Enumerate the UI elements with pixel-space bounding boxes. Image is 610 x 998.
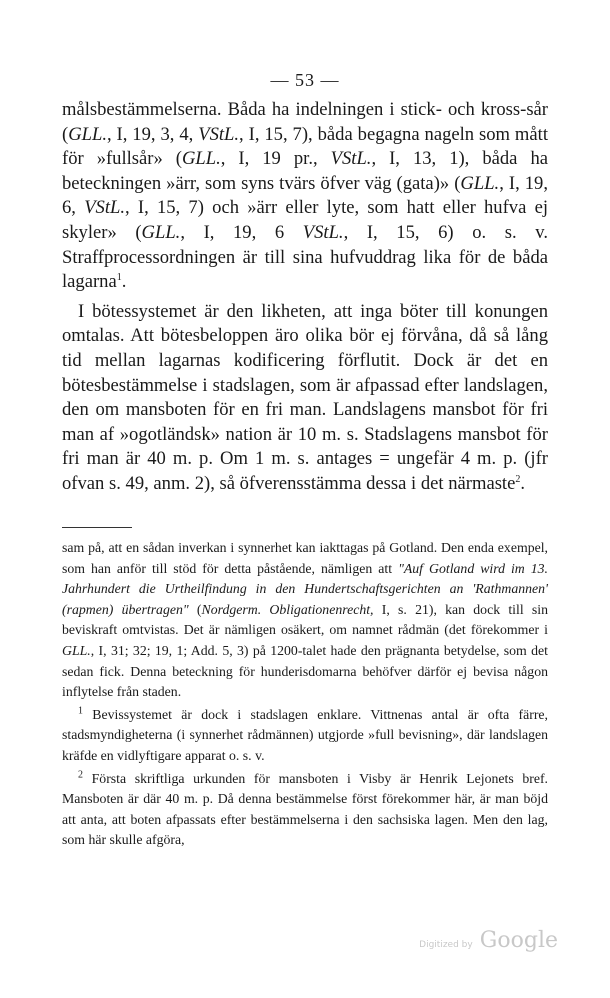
paragraph-fine-system [62, 300, 548, 497]
text-run: , I, 19, 3, 4, [106, 123, 199, 145]
italic-citation: VStL. [330, 148, 372, 170]
main-text [62, 98, 548, 497]
italic-citation: VStL. [198, 123, 240, 145]
italic-citation: GLL. [181, 148, 221, 170]
text-run: , I, 15, 7), båda begagna nageln som mått för »fullsår» ( [62, 123, 548, 170]
italic-citation: GLL. [68, 123, 107, 145]
text-run: , I, 19 pr., [220, 148, 331, 170]
footnotes [62, 538, 548, 851]
italic-citation: GLL. [460, 172, 500, 194]
text-run: , I, 13, 1), båda ha beteckningen »ärr, som syns tvärs öfver väg (gata)» ( [62, 148, 548, 194]
text-run: I, s. 21), kan dock till sin beviskraft omtvistas. Det är nämligen osäkert, om namnet rådmän (det förekommer i [62, 601, 548, 638]
footnote-separator [62, 527, 132, 528]
text-run: . [520, 472, 526, 494]
footnote-reference: 2 [78, 768, 83, 780]
text-run: , I, 19, 6 [180, 221, 303, 243]
digitized-by-google-watermark [419, 928, 558, 953]
footnote-1 [62, 705, 548, 767]
text-run: . [121, 271, 127, 293]
italic-citation: GLL. [62, 642, 91, 658]
text-run: , I, 31; 32; 19, 1; Add. 5, 3) på 1200-talet hade den prägnanta betydelse, som det sedan fick. Denna beteckning för hunderisdomarna behöfver därför ej bevisa någon inflytelse från staden. [62, 642, 548, 700]
footnote-reference: 1 [78, 705, 83, 717]
page-number: — 53 — [270, 70, 340, 90]
text-run: I bötessystemet är den likheten, att inga böter till konungen omtalas. Att bötesbeloppen äro olika bör ej förvåna, då så lång tid mellan lagarnas kodificering förflutit. Dock är det en bötesbestämmelse i stadslagen, som är afpassad efter landslagen, den om mansboten för en fri man. Landslagens mansbot för fri man af »ogotländsk» nation är 10 m. s. Stadslagens mansbot för fri man är 40 m. p. Om 1 m. s. antages = ungefär 4 m. p. (jfr ofvan s. 49, anm. 2), så öfverensstämma dessa i det närmaste [62, 300, 548, 494]
paragraph-law-comparison [62, 98, 548, 295]
italic-citation: VStL. [302, 221, 344, 243]
watermark-digitized-text: Digitized by [419, 940, 473, 950]
text-run: ( [188, 601, 202, 617]
italic-citation: Nordgerm. Obligationenrecht, [201, 601, 374, 617]
text-run: , I, 15, 7) och »ärr eller lyte, som hatt eller hufva ej skyler» ( [62, 197, 548, 243]
text-run: Bevissystemet är dock i stadslagen enklare. Vittnenas antal är ofta färre, stadsmyndigheterna (i synnerhet rådmännen) utgjorde »full bevisning», där landslagen kräfde en vidlyftigare apparat o. s. v. [62, 706, 548, 763]
text-run: , I, 19, 6, [62, 172, 548, 219]
italic-citation: GLL. [141, 221, 181, 243]
google-logo: Google [479, 928, 558, 953]
text-run: , I, 15, 6) o. s. v. Straffprocessordningen är till sina hufvuddrag lika för de båda lagarna [62, 221, 548, 293]
italic-citation: "Auf Gotland wird im 13. Jahrhundert die Urtheilfindung in den Hundertschaftsgerichten an 'Rathmannen' (rapmen) übertragen" [62, 560, 548, 617]
footnote-continuation [62, 538, 548, 703]
text-run: målsbestämmelserna. Båda ha indelningen i stick- och kross-sår ( [62, 99, 548, 145]
footnote-reference: 1 [116, 271, 122, 283]
footnote-reference: 2 [515, 473, 521, 485]
footnote-2 [62, 769, 548, 851]
text-run: Första skriftliga urkunden för mansboten i Visby är Henrik Lejonets bref. Mansboten är där 40 m. p. Då denna bestämmelse först förekommer här, är man böjd att anta, att boten afpassats efter bestämmelserna i den sachsiska lagen. Men den lag, som här skulle afgöra, [62, 770, 548, 848]
italic-citation: VStL. [84, 197, 125, 219]
text-run: sam på, att en sådan inverkan i synnerhet kan iakttagas på Gotland. Den enda exempel, som han anför till stöd för detta påstående, nämligen att [62, 540, 548, 576]
